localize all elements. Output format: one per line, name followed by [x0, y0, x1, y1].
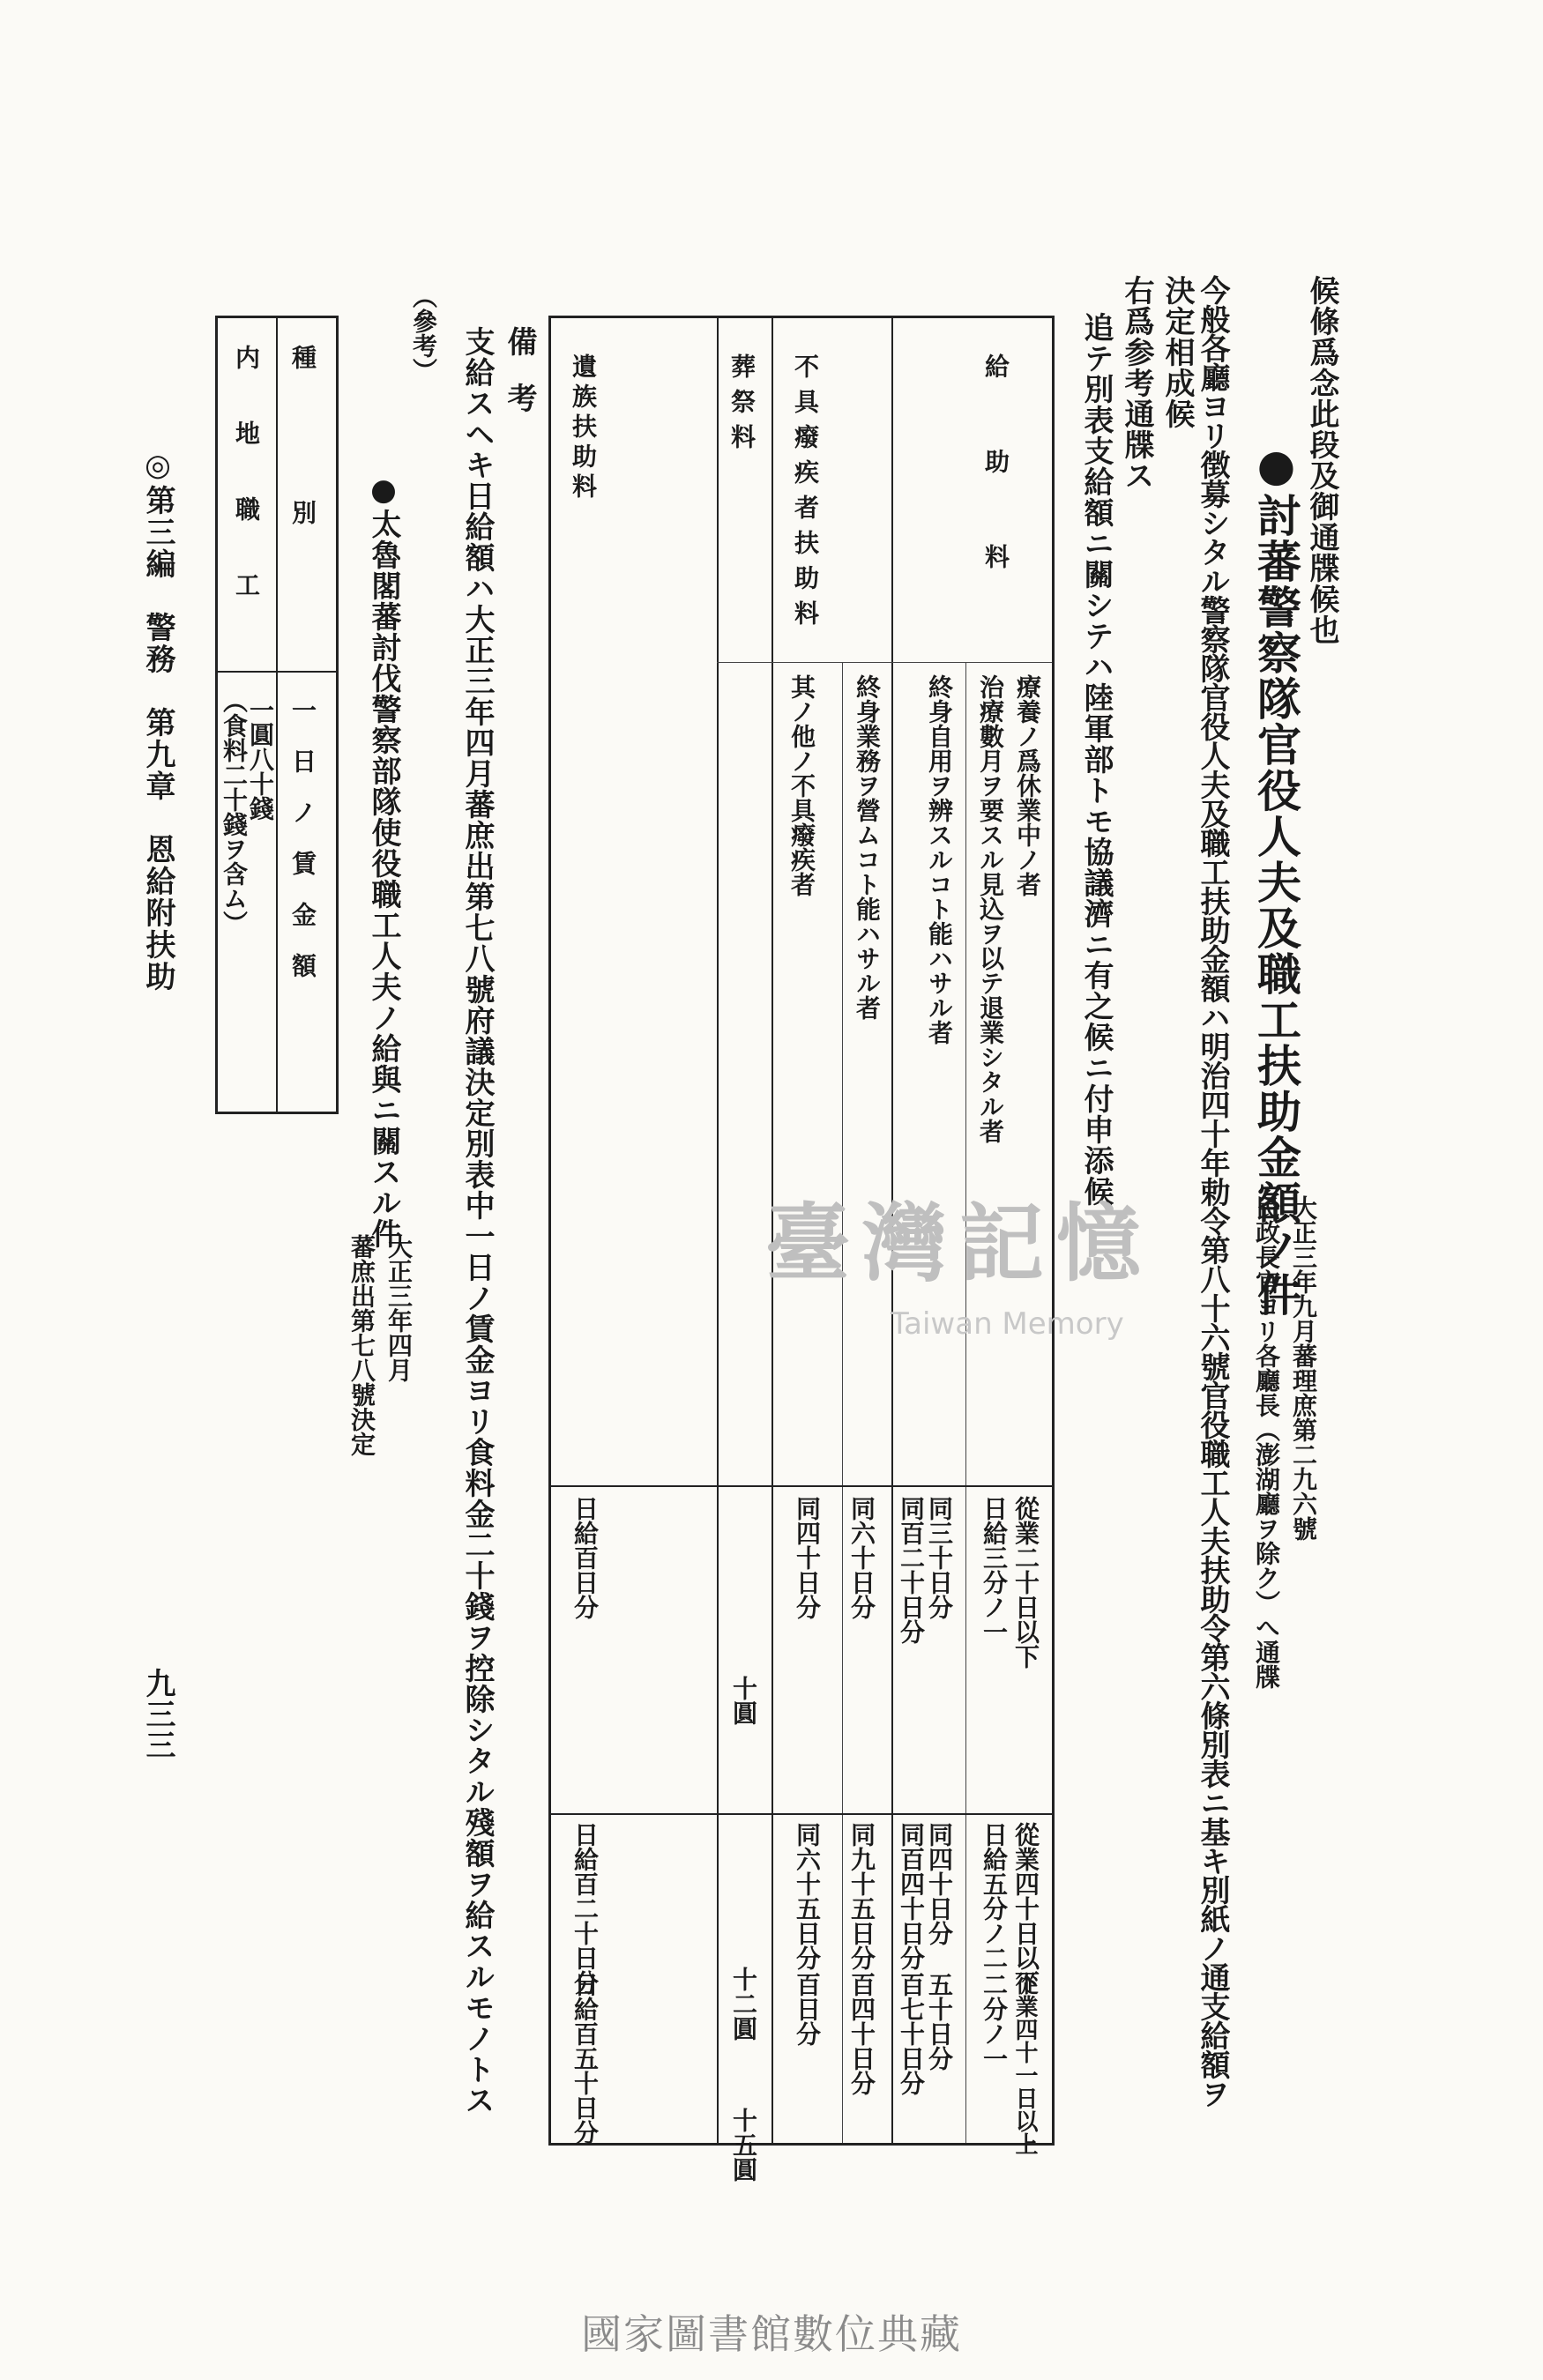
value-r3-p2: 同百四十日分 — [897, 1822, 926, 1970]
running-head: ◎第三編 警務 第九章 恩給附扶助 — [140, 448, 175, 993]
value-r3-p3: 百七十日分 — [897, 1972, 926, 2095]
body-text-4: 追テ別表支給額ニ關シテハ陸軍部トモ協議濟ニ有之候ニ付申添候 — [1078, 312, 1114, 1207]
period-header-3: 從業四十一日以上 — [1011, 1972, 1038, 2155]
category-izoku: 遺族扶助料 — [569, 353, 598, 503]
period-header-1: 從業二十日以下 — [1011, 1496, 1040, 1669]
notice-number: 大正三年九月蕃理庶第二九六號 — [1289, 1195, 1318, 1541]
value-r2-p1: 同三十日分 — [925, 1496, 954, 1619]
body-text-3: 右爲参考通牒ス — [1119, 275, 1154, 491]
value-izoku-p3: 日給百五十日分 — [570, 1972, 600, 2145]
value-r5-p1: 同四十日分 — [793, 1496, 822, 1619]
value-soosai-p3: 十五圓 — [729, 2108, 758, 2182]
body-text-2: 決定相成候 — [1159, 275, 1195, 429]
value-r1-p2: 日給五分ノ二 — [980, 1822, 1009, 1970]
period-header-2: 從業四十日以下 — [1011, 1822, 1040, 1995]
reference-number: 蕃庶出第七八號決定 — [347, 1234, 376, 1456]
wage-table — [215, 316, 339, 1114]
reference-label: （參考） — [409, 284, 438, 383]
wage-header-type: 種 別 — [288, 345, 317, 577]
remarks-text: 支給スヘキ日給額ハ大正三年四月蕃庶出第七八號府議決定別表中一日ノ賃金ヨリ食料金二十錢ヲ控除シタル殘額ヲ給スルモノトス — [459, 326, 495, 2116]
reference-date: 大正三年四月 — [384, 1234, 414, 1382]
wage-amount: 一圓八十錢 — [246, 697, 275, 821]
reference-title: ●太魯閣蕃討伐警察部隊使役職工人夫ノ給與ニ關スル件 — [366, 472, 401, 1249]
wage-header-amount: 一日ノ賃金額 — [288, 697, 317, 1004]
wage-note: （食料二十錢ヲ含ム） — [220, 688, 249, 935]
row-label-1: 療養ノ爲休業中ノ者 — [1013, 674, 1042, 896]
category-fugu: 不具癈疾者扶助料 — [791, 353, 820, 636]
footer-attribution: 國家圖書館數位典藏 — [581, 2310, 962, 2358]
value-r3-p1: 同百二十日分 — [897, 1496, 926, 1644]
row-label-3: 終身自用ヲ辨スルコト能ハサル者 — [925, 674, 954, 1045]
row-label-5: 其ノ他ノ不具癈疾者 — [787, 674, 816, 896]
section-title: ●討蕃警察隊官役人夫及職工扶助金額ノ件 — [1250, 439, 1302, 1318]
category-kyujo: 給助料 — [981, 353, 1010, 639]
value-r4-p1: 同六十日分 — [847, 1496, 876, 1619]
body-text-1: 今般各廳ヨリ徴募シタル警察隊官役人夫及職工扶助金額ハ明治四十年勅令第八十六號官役職工人夫扶助令第六條別表ニ基キ別紙ノ通支給額ヲ — [1195, 275, 1230, 2108]
page-number: 九三三 — [140, 1668, 175, 1760]
row-label-4: 終身業務ヲ營ムコト能ハサル者 — [853, 674, 882, 1020]
watermark-subtitle: Taiwan Memory — [891, 1306, 1124, 1342]
wage-type: 内地職工 — [232, 345, 261, 648]
category-soosai: 葬祭料 — [727, 353, 757, 459]
value-r2-p3: 五十日分 — [925, 1972, 954, 2071]
value-izoku-p2: 日給百二十日分 — [570, 1822, 600, 1995]
notice-recipient: 民政長官ヨリ各廳長（澎湖廳ヲ除ク）へ通牒 — [1252, 1195, 1281, 1689]
value-r4-p2: 同九十五日分 — [847, 1822, 876, 1970]
remarks-label: 備考 — [502, 326, 537, 439]
watermark-text: 臺灣記憶 — [765, 1194, 1153, 1293]
value-r4-p3: 百四十日分 — [847, 1972, 876, 2095]
value-r5-p3: 百日分 — [793, 1972, 822, 2046]
row-label-2: 治療數月ヲ要スル見込ヲ以テ退業シタル者 — [976, 674, 1005, 1143]
value-r5-p2: 同六十五日分 — [793, 1822, 822, 1970]
value-r1-p1: 日給三分ノ一 — [980, 1496, 1009, 1644]
text-column-1: 候條爲念此段及御通牒候也 — [1304, 275, 1339, 645]
value-soosai-p1: 十圓 — [729, 1676, 758, 1725]
value-izoku-p1: 日給百日分 — [570, 1496, 600, 1619]
value-r2-p2: 同四十日分 — [925, 1822, 954, 1945]
value-soosai-p2: 十二圓 — [729, 1967, 758, 2041]
value-r1-p3: 二分ノ一 — [980, 1972, 1009, 2071]
